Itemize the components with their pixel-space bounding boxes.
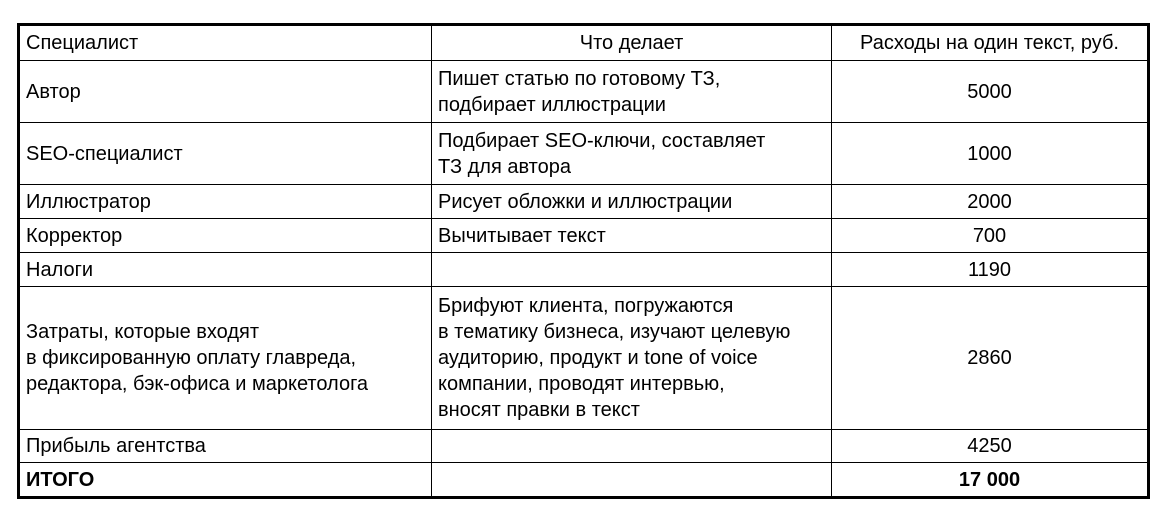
total-label: ИТОГО	[19, 463, 432, 498]
specialist-cell: Налоги	[19, 253, 432, 287]
task-cell: Пишет статью по готовому ТЗ, подбирает иллюстрации	[432, 61, 832, 123]
task-cell: Рисует обложки и иллюстрации	[432, 185, 832, 219]
specialist-cell: SEO-специалист	[19, 123, 432, 185]
specialist-cell: Затраты, которые входят в фиксированную оплату главреда, редактора, бэк-офиса и маркетолога	[19, 287, 432, 430]
total-row	[19, 463, 1149, 498]
cost-cell: 700	[832, 219, 1149, 253]
table-row	[19, 430, 1149, 463]
specialist-cell: Автор	[19, 61, 432, 123]
header-task: Что делает	[432, 25, 832, 61]
table-row	[19, 185, 1149, 219]
cost-cell: 1000	[832, 123, 1149, 185]
table-row	[19, 61, 1149, 123]
table-row	[19, 219, 1149, 253]
header-cost: Расходы на один текст, руб.	[832, 25, 1149, 61]
cost-cell: 2000	[832, 185, 1149, 219]
table-row	[19, 287, 1149, 430]
header-row	[19, 25, 1149, 61]
table-row	[19, 253, 1149, 287]
specialist-cell: Прибыль агентства	[19, 430, 432, 463]
total-task-cell	[432, 463, 832, 498]
task-cell: Вычитывает текст	[432, 219, 832, 253]
task-cell	[432, 430, 832, 463]
cost-cell: 1190	[832, 253, 1149, 287]
specialist-cell: Иллюстратор	[19, 185, 432, 219]
cost-cell: 4250	[832, 430, 1149, 463]
total-value: 17 000	[832, 463, 1149, 498]
task-cell: Подбирает SEO-ключи, составляет ТЗ для автора	[432, 123, 832, 185]
specialist-cell: Корректор	[19, 219, 432, 253]
task-cell	[432, 253, 832, 287]
cost-cell: 2860	[832, 287, 1149, 430]
header-specialist: Специалист	[19, 25, 432, 61]
table-row	[19, 123, 1149, 185]
task-cell: Брифуют клиента, погружаются в тематику бизнеса, изучают целевую аудиторию, продукт и tone of voice компании, проводят интервью, вносят правки в текст	[432, 287, 832, 430]
cost-table	[17, 23, 1150, 499]
cost-cell: 5000	[832, 61, 1149, 123]
